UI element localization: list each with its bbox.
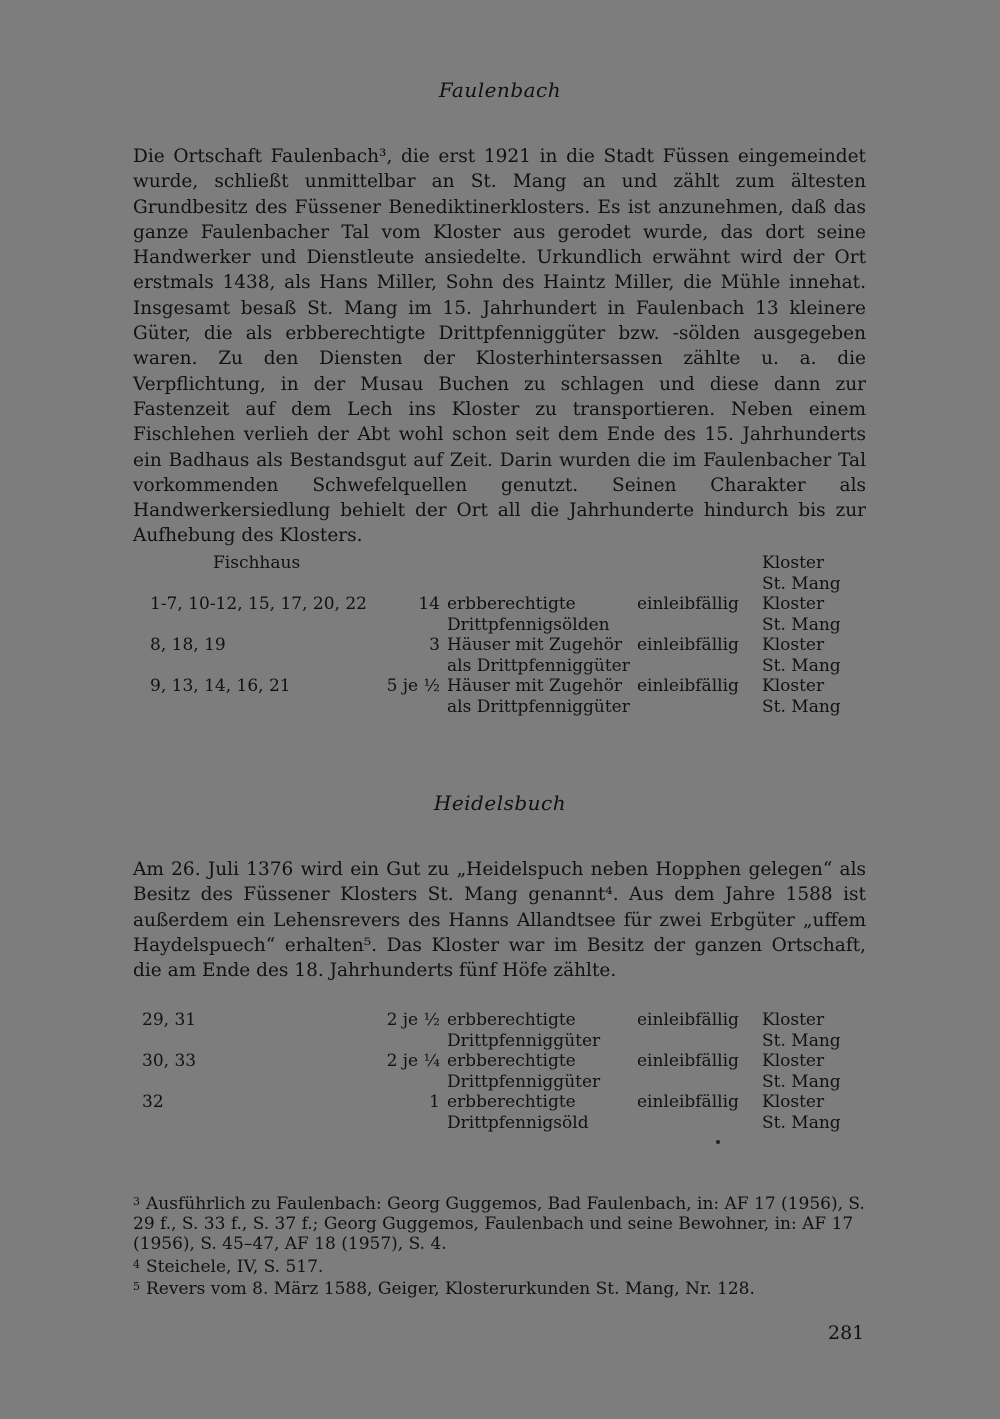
row-description: Häuser mit Zugehör als Drittpfenniggüter [447,635,630,676]
row-numbers: 29, 31 [142,1010,197,1030]
row-description: Häuser mit Zugehör als Drittpfenniggüter [447,676,630,717]
row-numbers: Fischhaus [213,553,301,573]
page-number: 281 [828,1322,865,1344]
row-type: einleibfällig [637,1010,739,1030]
footnotes [133,1192,873,1299]
footnote-4: $^4$ Steichele, IV, S. 517. [133,1256,324,1277]
row-description: erbberechtigte Drittpfenniggüter [447,1051,601,1092]
row-numbers: 8, 18, 19 [150,635,226,655]
paragraph-heidelsbuch [133,857,866,983]
row-type: einleibfällig [637,1051,739,1071]
row-owner: Kloster St. Mang [762,594,841,635]
row-numbers: 32 [142,1092,164,1112]
row-numbers: 30, 33 [142,1051,197,1071]
row-quantity: 5 je ½ [386,676,440,696]
row-quantity: 2 je ½ [386,1010,440,1030]
row-quantity: 3 [429,635,440,655]
section-title-heidelsbuch: Heidelsbuch [433,791,567,815]
row-owner: Kloster St. Mang [762,553,841,594]
row-description: erbberechtigte Drittpfennigsölden [447,594,610,635]
row-numbers: 1-7, 10-12, 15, 17, 20, 22 [150,594,367,614]
row-description: erbberechtigte Drittpfennigsöld [447,1092,589,1133]
row-type: einleibfällig [637,676,739,696]
row-owner: Kloster St. Mang [762,1092,841,1133]
row-quantity: 14 [418,594,440,614]
row-type: einleibfällig [637,594,739,614]
row-quantity: 2 je ¼ [386,1051,440,1071]
paragraph-faulenbach [133,144,866,549]
footnote-5: $^5$ Revers vom 8. März 1588, Geiger, Klosterurkunden St. Mang, Nr. 128. [133,1278,755,1299]
section-title-faulenbach: Faulenbach [438,78,562,102]
ink-speck [716,1140,720,1144]
row-quantity: 1 [429,1092,440,1112]
row-description: erbberechtigte Drittpfenniggüter [447,1010,601,1051]
row-numbers: 9, 13, 14, 16, 21 [150,676,291,696]
row-owner: Kloster St. Mang [762,635,841,676]
footnote-3: $^3$ Ausführlich zu Faulenbach: Georg Guggemos, Bad Faulenbach, in: AF 17 (1956), S. 29 f., S. 33 f., S. 37 f.; Georg Guggemos, Faulenbach und seine Bewohner, in: AF 17 (1956), S. 45–47, AF 18 (1957), S. 4. [133,1194,865,1255]
row-owner: Kloster St. Mang [762,1051,841,1092]
paragraph-text: Die Ortschaft Faulenbach³, die erst 1921 in die Stadt Füssen eingemeindet wurde, schließt unmittelbar an St. Mang an und zählt zum ältesten Grundbesitz des Füssener Benediktinerklosters. Es ist anzunehmen, daß das ganze Faulenbacher Tal vom Kloster aus gerodet wurde, das dort seine Handwerker und Dienstleute ansiedelte. Urkundlich erwähnt wird der Ort erstmals 1438, als Hans Miller, Sohn des Haintz Miller, die Mühle innehat. Insgesamt besaß St. Mang im 15. Jahrhundert in Faulenbach 13 kleinere Güter, die als erbberechtigte Drittpfenniggüter bzw. -sölden ausgegeben waren. Zu den Diensten der Klosterhintersassen zählte u. a. die Verpflichtung, in der Musau Buchen zu schlagen und diese dann zur Fastenzeit auf dem Lech ins Kloster zu transportieren. Neben einem Fischlehen verlieh der Abt wohl schon seit dem Ende des 15. Jahrhunderts ein Badhaus als Bestandsgut auf Zeit. Darin wurden die im Faulenbacher Tal vorkommenden Schwefelquellen genutzt. Seinen Charakter als Handwerkersiedlung behielt der Ort all die Jahrhunderte hindurch bis zur Aufhebung des Klosters. [133,146,866,547]
row-owner: Kloster St. Mang [762,676,841,717]
row-owner: Kloster St. Mang [762,1010,841,1051]
row-type: einleibfällig [637,1092,739,1112]
row-type: einleibfällig [637,635,739,655]
paragraph-text: Am 26. Juli 1376 wird ein Gut zu „Heidelspuch neben Hopphen gelegen“ als Besitz des Füssener Klosters St. Mang genannt⁴. Aus dem Jahre 1588 ist außerdem ein Lehensrevers des Hanns Allandtsee für zwei Erbgüter „uffem Haydelspuech“ erhalten⁵. Das Kloster war im Besitz der ganzen Ortschaft, die am Ende des 18. Jahrhunderts fünf Höfe zählte. [133,859,866,982]
